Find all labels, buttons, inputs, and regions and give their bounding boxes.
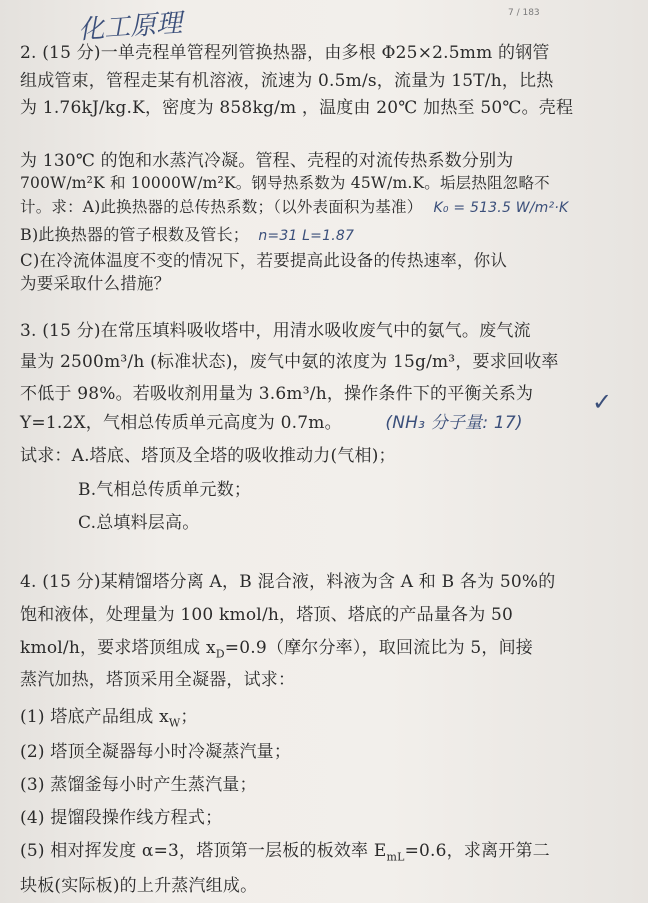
q2-line-6 <box>20 195 568 217</box>
q4-line-9-tail: =0.6，求离开第二 <box>404 841 550 861</box>
q3-line-4 <box>20 408 523 433</box>
q2-line-5: 700W/m²K 和 10000W/m²K。钢导热系数为 45W/m.K。垢层热阻忽略不 <box>20 174 550 192</box>
q3-line-6: B.气相总传质单元数； <box>78 480 252 500</box>
q4-line-3-text: kmol/h，要求塔顶组成 x <box>20 638 216 658</box>
q4-line-4: 蒸汽加热，塔顶采用全凝器，试求： <box>20 670 296 690</box>
checkmark-icon: ✓ <box>592 388 613 416</box>
q4-line-3-tail: =0.9（摩尔分率），取回流比为 5，间接 <box>224 638 533 658</box>
q3-line-4-text: Y=1.2X，气相总传质单元高度为 0.7m。 <box>20 413 342 433</box>
xw-subscript: W <box>168 716 181 730</box>
q3-line-3: 不低于 98%。若吸收剂用量为 3.6m³/h，操作条件下的平衡关系为 <box>20 384 534 404</box>
q4-line-8: (4) 提馏段操作线方程式； <box>20 808 223 828</box>
handwritten-title: 化工原理 <box>77 8 184 46</box>
q2-line-7 <box>20 222 354 245</box>
q2-line-6-text: 计。求：A)此换热器的总传热系数；（以外表面积为基准） <box>20 198 423 216</box>
q4-line-5 <box>20 702 198 729</box>
q2-line-8: C)在冷流体温度不变的情况下，若要提高此设备的传热速率，你认 <box>20 251 508 270</box>
q4-line-10: 块板(实际板)的上升蒸汽组成。 <box>20 876 258 896</box>
handwritten-n-l-answer: n=31 L=1.87 <box>258 228 355 244</box>
eml-subscript: mL <box>386 850 405 864</box>
xd-subscript: D <box>215 647 225 661</box>
q4-line-9-text: (5) 相对挥发度 α=3，塔顶第一层板的板效率 E <box>20 841 387 861</box>
q2-line-9: 为要采取什么措施？ <box>20 274 171 293</box>
q4-line-2: 饱和液体，处理量为 100 kmol/h，塔顶、塔底的产品量各为 50 <box>20 605 514 625</box>
q2-line-4: 为 130℃ 的饱和水蒸汽冷凝。管程、壳程的对流传热系数分别为 <box>20 151 514 171</box>
q4-line-6: (2) 塔顶全凝器每小时冷凝蒸汽量； <box>20 742 292 762</box>
q3-line-1: 3. (15 分)在常压填料吸收塔中，用清水吸收废气中的氨气。废气流 <box>20 321 531 341</box>
q2-line-2: 组成管束，管程走某有机溶液，流速为 0.5m/s，流量为 15T/h，比热 <box>20 71 554 91</box>
q4-line-5-tail: ； <box>180 707 198 727</box>
handwritten-k0-answer: K₀ = 513.5 W/m²·K <box>433 200 569 216</box>
page-number: 7 / 183 <box>508 8 540 18</box>
q3-line-5: 试求：A.塔底、塔顶及全塔的吸收推动力(气相)； <box>20 446 396 466</box>
q4-line-1: 4. (15 分)某精馏塔分离 A，B 混合液，料液为含 A 和 B 各为 50%的 <box>20 572 556 592</box>
q4-line-7: (3) 蒸馏釜每小时产生蒸汽量； <box>20 775 257 795</box>
q4-line-3 <box>20 633 533 660</box>
q3-line-7: C.总填料层高。 <box>78 513 200 533</box>
q4-line-5-text: (1) 塔底产品组成 x <box>20 707 169 727</box>
q2-line-3: 为 1.76kJ/kg.K，密度为 858kg/m ，温度由 20℃ 加热至 50℃。壳程 <box>20 98 574 118</box>
q2-line-1: 2. (15 分)一单壳程单管程列管换热器，由多根 Φ25×2.5mm 的钢管 <box>20 43 550 63</box>
handwritten-nh3-note: (NH₃ 分子量: 17) <box>385 413 523 433</box>
q3-line-2: 量为 2500m³/h (标准状态)，废气中氨的浓度为 15g/m³，要求回收率 <box>20 352 559 372</box>
q4-line-9 <box>20 836 550 863</box>
q2-line-7-text: B)此换热器的管子根数及管长； <box>20 225 250 244</box>
